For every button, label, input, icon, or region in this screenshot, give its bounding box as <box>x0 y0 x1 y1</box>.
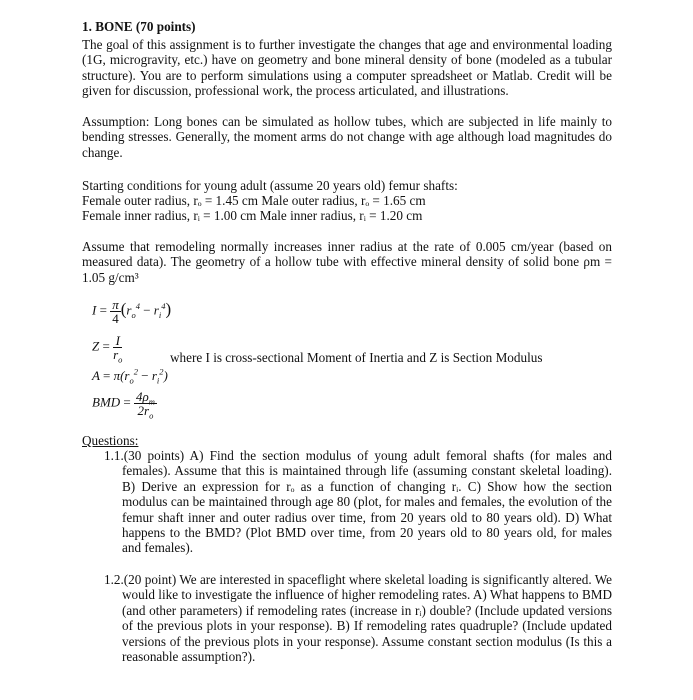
question-1-2 <box>104 572 612 664</box>
question-1-1 <box>104 448 612 556</box>
question-1-2-text: 1.2.(20 point) We are interested in spaceflight where skeletal loading is significantly altered. We would like to investigate the influence of higher remodeling rates. A) What happens to BMD (and other parameters) if remodeling rates (increase in rᵢ) double? (Include updated versions of the previous plots in your response). B) If remodeling rates quadruple? (Include updated versions of the previous plots in your response). Assume constant section modulus (Is this a reasonable assumption?). <box>104 572 612 665</box>
equation-bmd: BMD = $\frac{4\rho_m}{2r_o}$ <box>92 389 155 421</box>
section-title: 1. BONE (70 points) <box>82 19 196 34</box>
starting-heading: Starting conditions for young adult (assume 20 years old) femur shafts: <box>82 178 458 193</box>
equation-moment-of-inertia: I = $\frac{\pi}{4}$ $(r_o^4 - r_i^4)$ <box>92 297 172 326</box>
equation-section-modulus: Z = $\frac{I}{r_o}$ <box>92 333 123 365</box>
equation-area: $A = \pi(r_o^2 - r_i^2)$ <box>92 366 168 386</box>
questions-heading: Questions: <box>82 433 139 448</box>
starting-line-outer: Female outer radius, rₒ = 1.45 cm Male outer radius, rₒ = 1.65 cm <box>82 193 426 208</box>
equation-note: where I is cross-sectional Moment of Inertia and Z is Section Modulus <box>170 350 543 365</box>
intro-paragraph: The goal of this assignment is to further investigate the changes that age and environmental loading (1G, microgravity, etc.) have on geometry and bone mineral density of bone (modeled as a tubular structure). You are to perform simulations using a computer spreadsheet or Matlab. Credit will be given for discussion, professional work, the process articulated, and illustrations. <box>82 37 612 99</box>
question-1-1-text: 1.1.(30 points) A) Find the section modulus of young adult femoral shafts (for males and females). Assume that this is maintained through life (assuming constant skeletal loading). B) Derive an expression for rₒ as a function of changing rᵢ. C) Show how the section modulus can be maintained through age 80 (plot, for males and females, the evolution of the femur shaft inner and outer radius over time, from 20 years old to 80 years old). D) What happens to the BMD? (Plot BMD over time, from 20 years old to 80 years old, for males and females). <box>104 448 612 556</box>
starting-line-inner: Female inner radius, rᵢ = 1.00 cm Male inner radius, rᵢ = 1.20 cm <box>82 208 423 223</box>
remodel-paragraph: Assume that remodeling normally increases inner radius at the rate of 0.005 cm/year (based on measured data). The geometry of a hollow tube with effective mineral density of solid bone ρm = 1.05 g/cm³ <box>82 239 612 285</box>
assumption-paragraph: Assumption: Long bones can be simulated as hollow tubes, which are subjected in life mainly to bending stresses. Generally, the moment arms do not change with age although load magnitudes do change. <box>82 114 612 160</box>
